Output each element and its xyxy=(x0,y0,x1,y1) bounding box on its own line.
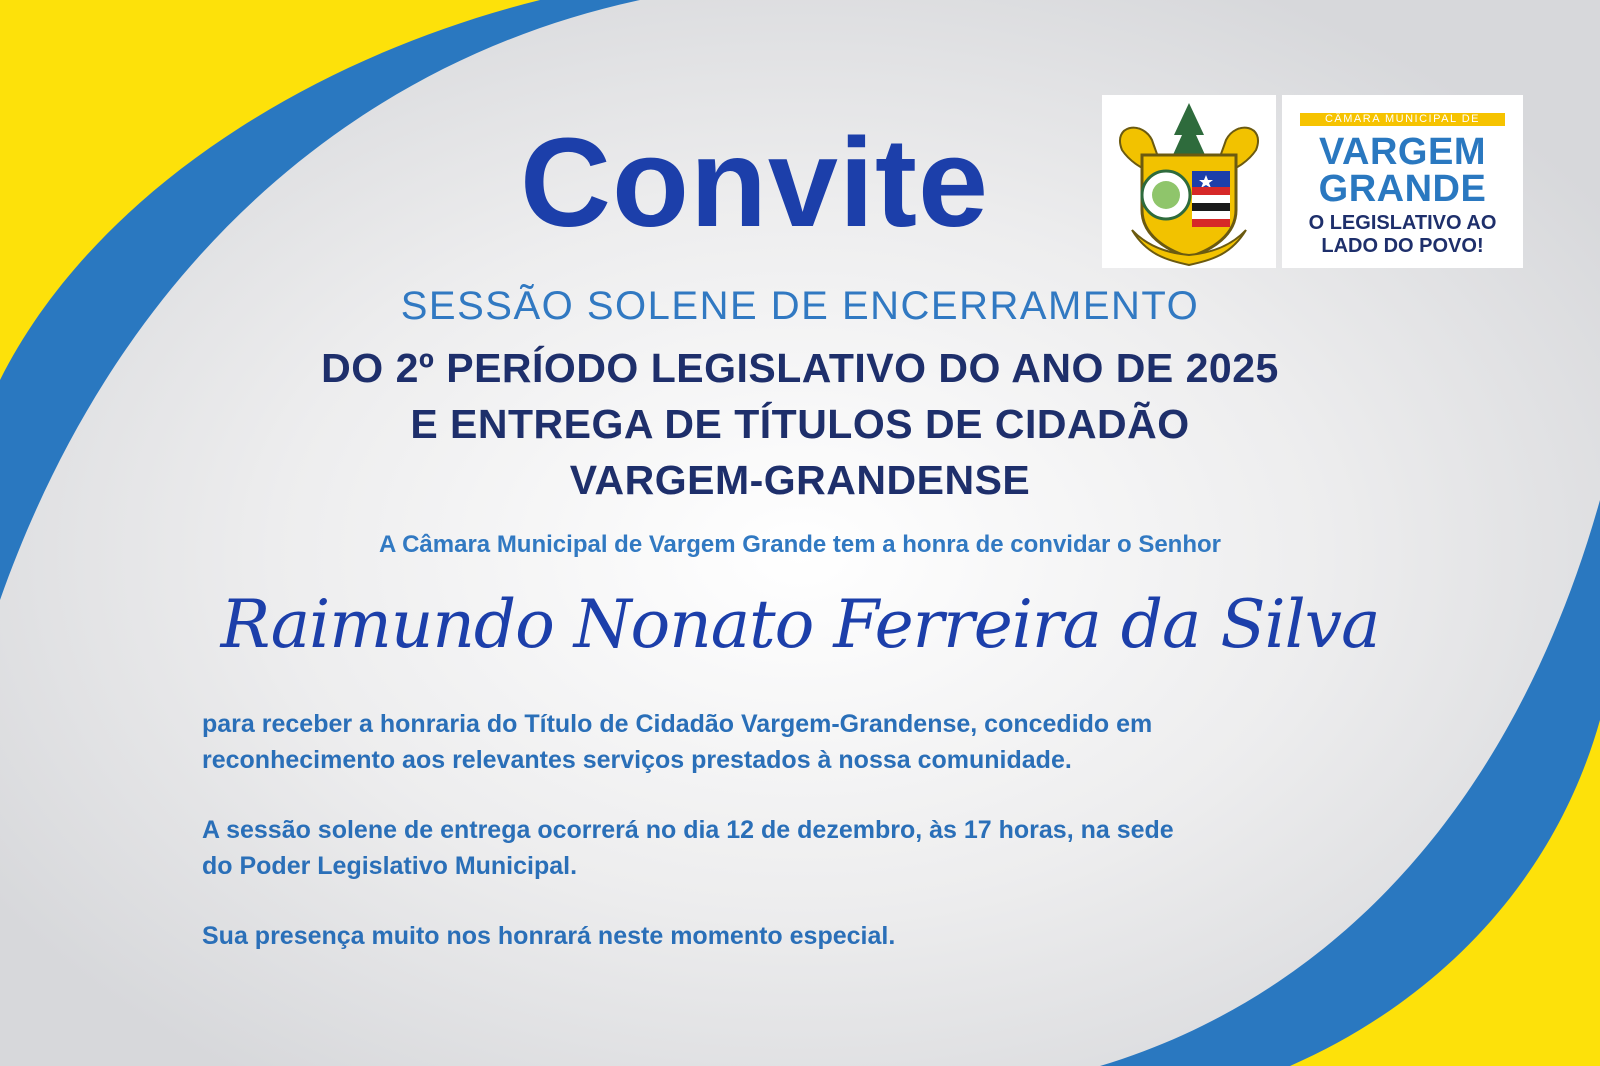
camara-logo xyxy=(1282,95,1523,268)
session-title-line: DO 2º PERÍODO LEGISLATIVO DO ANO DE 2025 xyxy=(321,345,1279,391)
invitation-paragraph-1 xyxy=(202,706,1452,778)
paragraph-line: A sessão solene de entrega ocorrerá no dia 12 de dezembro, às 17 horas, na sede xyxy=(202,816,1174,844)
paragraph-line: reconhecimento aos relevantes serviços prestados à nossa comunidade. xyxy=(202,746,1072,774)
invitation-intro: A Câmara Municipal de Vargem Grande tem a honra de convidar o Senhor xyxy=(378,531,1221,558)
municipal-coat-of-arms-icon xyxy=(1102,95,1276,268)
invitation-closing xyxy=(202,918,1452,954)
invitation-paragraph-2 xyxy=(202,812,1452,884)
camara-logo-slogan-line2: LADO DO POVO! xyxy=(1321,235,1484,257)
camara-logo-name-line1: VARGEM xyxy=(1319,131,1486,173)
honoree-name: Raimundo Nonato Ferreira da Silva xyxy=(220,586,1380,663)
session-title xyxy=(0,340,1600,508)
invitation-title: Convite xyxy=(520,112,990,253)
paragraph-line: para receber a honraria do Título de Cidadão Vargem-Grandense, concedido em xyxy=(202,710,1153,738)
session-title-line: E ENTREGA DE TÍTULOS DE CIDADÃO xyxy=(410,401,1190,447)
camara-logo-top-label: CÂMARA MUNICIPAL DE xyxy=(1300,113,1505,126)
camara-logo-name-line2: GRANDE xyxy=(1318,168,1487,210)
paragraph-line: Sua presença muito nos honrará neste momento especial. xyxy=(202,922,896,950)
session-title-line: VARGEM-GRANDENSE xyxy=(569,457,1031,503)
camara-logo-slogan-line1: O LEGISLATIVO AO xyxy=(1308,212,1497,234)
paragraph-line: do Poder Legislativo Municipal. xyxy=(202,852,578,880)
session-subtitle: SESSÃO SOLENE DE ENCERRAMENTO xyxy=(400,284,1200,328)
crest-logo xyxy=(1102,95,1276,268)
